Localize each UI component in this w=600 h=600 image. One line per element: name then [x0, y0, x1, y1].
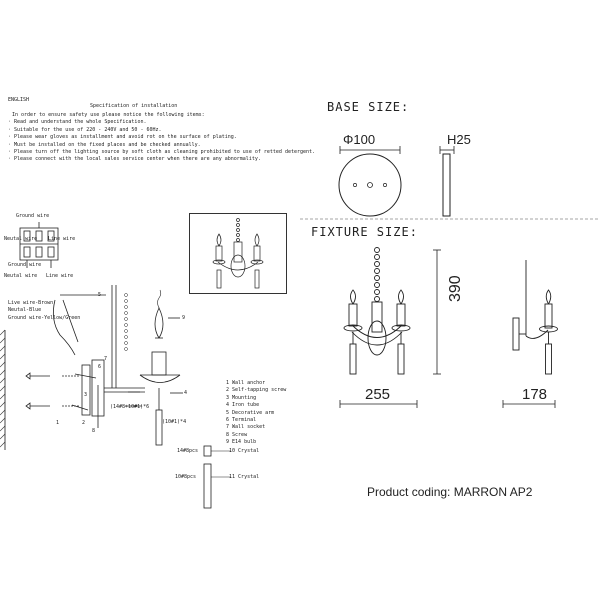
e14-bulb — [155, 308, 163, 338]
drip-cup — [140, 375, 180, 383]
language-label: ENGLISH — [8, 97, 30, 103]
product-coding: Product coding: MARRON AP2 — [367, 485, 533, 499]
callout-5: 5 — [98, 292, 102, 298]
wiring-ground-label: Ground wire — [16, 213, 50, 219]
part-10-label: 10 Crystal — [229, 448, 260, 454]
stem-crystal-chain — [125, 294, 128, 351]
fixture-width-label: 255 — [365, 386, 391, 403]
right-drop-crystal — [398, 344, 404, 374]
instruction-line: · Read and understand the whole Specification. — [8, 119, 147, 126]
callout-7: 7 — [104, 356, 108, 362]
center-crystal — [372, 302, 382, 332]
wiring-ground-bottom-label: Ground wire — [8, 262, 42, 268]
left-bulb — [351, 290, 356, 304]
wiring-neutral-bottom-label: Neutal wire — [4, 273, 38, 279]
part-item: 7 Wall socket — [226, 424, 266, 431]
crystal-chain — [375, 248, 380, 302]
base-diameter-label: Φ100 — [343, 132, 376, 147]
instructions-heading: Specification of installation — [90, 103, 178, 109]
part-11-label: 11 Crystal — [229, 474, 260, 480]
installation-drawing — [0, 280, 220, 470]
fixture-depth-label: 178 — [522, 386, 548, 403]
fixture-front-view — [344, 248, 410, 375]
candle-sleeve — [152, 352, 166, 375]
instructions-list — [8, 112, 315, 164]
left-drop-crystal — [350, 344, 356, 374]
base-center-hole — [368, 183, 373, 188]
side-bulb — [546, 290, 551, 304]
crystal-11-drawing — [203, 462, 233, 512]
callout-6: 6 — [98, 364, 102, 370]
base-circle — [339, 154, 401, 216]
part-item: 2 Self-tapping screw — [226, 387, 287, 394]
fixture-size-title: FIXTURE SIZE: — [311, 225, 418, 239]
side-drop-crystal — [546, 344, 552, 374]
instruction-line: · Must be installed on the fixed places and be checked annually. — [8, 141, 201, 148]
instruction-line: · Suitable for the use of 220 - 240V and 50 - 60Hz. — [8, 126, 162, 133]
instruction-line: · Please connect with the local sales service center when there are any abnormality. — [8, 156, 261, 163]
crystal-10-qty: 14#8pcs — [177, 448, 199, 454]
base-drawing — [320, 140, 480, 220]
drop-spec-callout: (10#1)*4 — [162, 419, 187, 425]
decorative-arm — [352, 325, 402, 338]
legend-ground: Ground wire-Yellow/Green — [8, 314, 81, 321]
side-candle — [545, 304, 552, 328]
callout-4: 4 — [184, 390, 188, 396]
callout-3: 3 — [84, 392, 88, 398]
wiring-line-label: Line wire — [48, 236, 76, 242]
wiring-line-bottom-label: Line wire — [46, 273, 74, 279]
back-plate — [368, 321, 386, 355]
fixture-preview — [190, 214, 286, 293]
legend-live: Live wire-Brown — [8, 300, 54, 306]
chain-spec-callout: (14#8+10#1)*6 — [110, 404, 150, 410]
callout-2: 2 — [82, 420, 86, 426]
wire-bundle — [53, 300, 75, 355]
instruction-line: · Please wear gloves as installment and avoid rot on the surface of plating. — [8, 134, 237, 141]
screws — [62, 376, 80, 406]
section-separator — [300, 217, 600, 221]
left-candle — [349, 304, 357, 326]
part-item: 5 Decorative arm — [226, 409, 275, 416]
part-item: 6 Terminal — [226, 417, 257, 424]
part-item: 3 Mounting — [226, 394, 257, 401]
right-bulb — [399, 290, 404, 304]
part-item: 9 E14 bulb — [226, 439, 257, 446]
wall-hatch — [0, 330, 5, 450]
wall-anchors — [26, 373, 50, 409]
crystal-11-qty: 10#8pcs — [175, 474, 197, 480]
legend-neutral: Neutal-Blue — [8, 307, 42, 314]
fixture-preview-box — [189, 213, 287, 294]
base-size-title: BASE SIZE: — [327, 100, 410, 114]
right-candle — [397, 304, 405, 326]
callout-9: 9 — [182, 315, 186, 321]
parts-list — [226, 380, 286, 447]
base-height-label: H25 — [447, 132, 471, 147]
hanging-crystal — [156, 410, 162, 445]
wiring-neutral-label: Neutal wire — [4, 236, 38, 242]
terminal-block-drawing — [12, 222, 72, 272]
side-wall-plate — [513, 318, 519, 350]
side-arm — [526, 330, 548, 338]
mounting-plate — [82, 365, 90, 415]
fixture-side-view — [513, 260, 558, 374]
callout-8: 8 — [92, 428, 96, 434]
instruction-line: In order to ensure safety use please notice the following items: — [12, 112, 205, 118]
callout-1: 1 — [56, 420, 60, 426]
base-side-profile — [443, 154, 450, 216]
fixture-height-label: 390 — [447, 275, 464, 302]
part-item: 4 Iron tube — [226, 402, 260, 409]
part-item: 1 Wall anchor — [226, 380, 266, 386]
height-dimension — [433, 250, 441, 374]
part-item: 8 Screw — [226, 431, 248, 438]
instruction-line: · Please turn off the lighting source by soft cloth as cleaning prohibited to use of retted detergent. — [8, 149, 316, 156]
